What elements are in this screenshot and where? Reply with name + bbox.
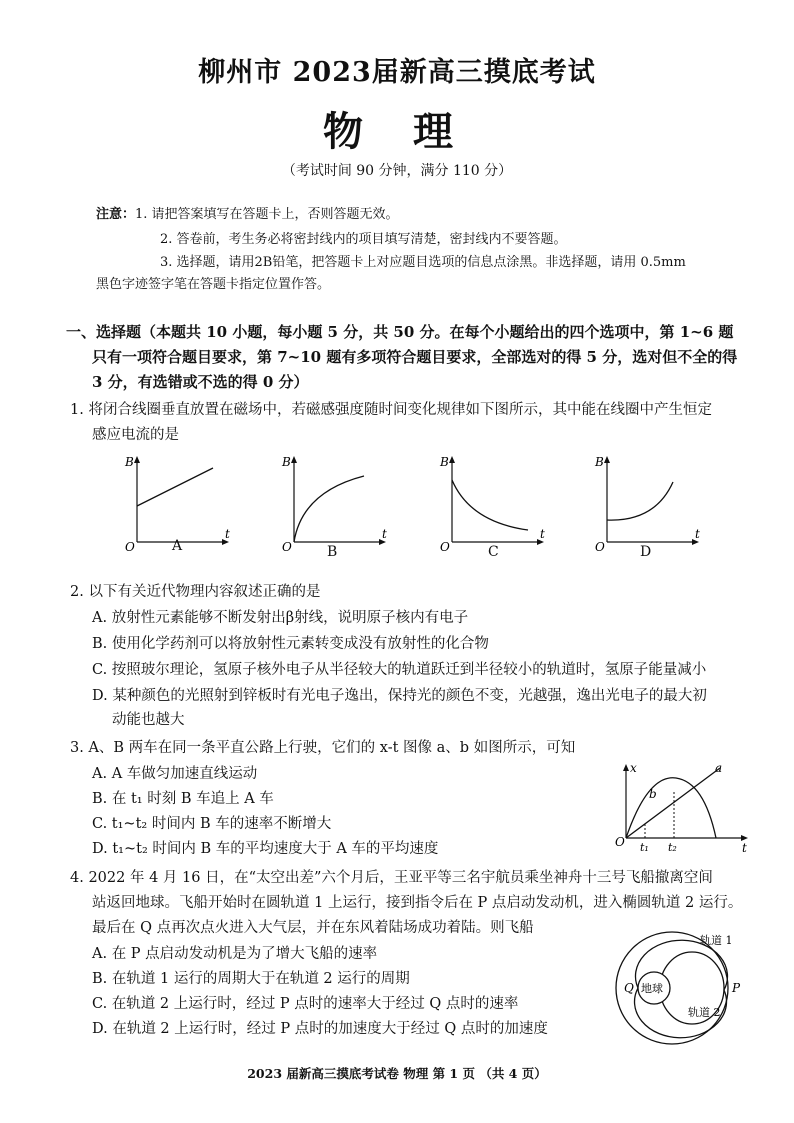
section1-line-2: 只有一项符合题目要求，第 7~10 题有多项符合题目要求，全部选对的得 5 分，选对但不全的得	[92, 348, 738, 366]
q3-option-d: D. t₁~t₂ 时间内 B 车的平均速度大于 A 车的平均速度	[92, 841, 439, 857]
q1-graph-a	[115, 452, 235, 552]
q4-stem-line-1: 4. 2022 年 4 月 16 日，在“太空出差”六个月后，王亚平等三名宇航员乘坐神舟十三号飞船撤离空间	[70, 870, 713, 886]
exam-info: （考试时间 90 分钟，满分 110 分）	[281, 163, 513, 179]
q4-stem-line-3: 最后在 Q 点再次点火进入大气层，并在东风着陆场成功着陆。则飞船	[92, 920, 534, 936]
q3-curve-b-label: b	[649, 787, 657, 801]
q1-c-x-label: t	[540, 527, 545, 541]
q3-stem: 3. A、B 两车在同一条平直公路上行驶，它们的 x-t 图像 a、b 如图所示，可知	[70, 740, 576, 756]
q2-option-d-line-2: 动能也越大	[112, 712, 185, 728]
q1-d-x-label: t	[695, 527, 700, 541]
notice-line-1	[96, 205, 756, 225]
q1-graph-b	[272, 452, 392, 552]
q4-orbit-diagram	[608, 928, 768, 1056]
q1-stem-line-2: 感应电流的是	[92, 427, 179, 443]
q1-stem-line-1: 1. 将闭合线圈垂直放置在磁场中，若磁感强度随时间变化规律如下图所示，其中能在线圈中产生恒定	[70, 402, 712, 418]
q1-b-origin: O	[282, 540, 292, 552]
q1-graph-c-label: C	[488, 544, 499, 560]
q4-orbit1-label: 轨道 1	[700, 934, 733, 947]
notice-line-3: 3. 选择题，请用2B铅笔，把答题卡上对应题目选项的信息点涂黑。非选择题，请用 0.5mm	[160, 255, 686, 270]
q1-graph-a-label: A	[172, 538, 183, 554]
q3-t1-label: t₁	[640, 841, 649, 854]
q1-a-x-label: t	[225, 527, 230, 541]
notice-item-1: 1. 请把答案填写在答题卡上，否则答题无效。	[135, 207, 399, 222]
q4-option-b: B. 在轨道 1 运行的周期大于在轨道 2 运行的周期	[92, 971, 410, 987]
notice-line-2: 2. 答卷前，考生务必将密封线内的项目填写清楚，密封线内不要答题。	[160, 232, 567, 247]
q1-c-origin: O	[440, 540, 450, 552]
q4-option-c: C. 在轨道 2 上运行时，经过 P 点时的速率大于经过 Q 点时的速率	[92, 996, 519, 1012]
q1-graph-d	[585, 452, 705, 552]
q3-option-c: C. t₁~t₂ 时间内 B 车的速率不断增大	[92, 816, 332, 832]
q2-option-d-line-1: D. 某种颜色的光照射到锌板时有光电子逸出，保持光的颜色不变，光越强，逸出光电子的最大初	[92, 688, 707, 704]
q1-b-x-label: t	[382, 527, 387, 541]
q3-origin: O	[615, 835, 625, 849]
q1-graph-d-label: D	[640, 544, 652, 560]
q3-curve-a-label: a	[715, 761, 723, 775]
notice-label: 注意：	[96, 207, 136, 222]
q3-x-label: t	[742, 841, 747, 855]
page-footer: 2023 届新高三摸底考试卷 物理 第 1 页 （共 4 页）	[247, 1066, 547, 1081]
q4-option-a: A. 在 P 点启动发动机是为了增大飞船的速率	[92, 946, 378, 962]
exam-title: 柳州市 2023届新高三摸底考试	[198, 57, 596, 88]
q4-q-label: Q	[624, 981, 634, 995]
q2-option-a: A. 放射性元素能够不断发射出β射线，说明原子核内有电子	[92, 610, 469, 626]
q1-graph-b-label: B	[327, 544, 338, 560]
q2-option-c: C. 按照玻尔理论，氢原子核外电子从半径较大的轨道跃迁到半径较小的轨道时，氢原子能量减小	[92, 662, 707, 678]
q3-option-a: A. A 车做匀加速直线运动	[92, 766, 258, 782]
q4-option-d: D. 在轨道 2 上运行时，经过 P 点时的加速度大于经过 Q 点时的加速度	[92, 1021, 548, 1037]
q4-stem-line-2: 站返回地球。飞船开始时在圆轨道 1 上运行，接到指令后在 P 点启动发动机，进入椭圆轨道 2 运行。	[92, 895, 743, 911]
q1-a-origin: O	[125, 540, 135, 552]
q1-c-y-label: B	[440, 455, 449, 469]
q1-b-y-label: B	[282, 455, 291, 469]
q1-graph-c	[430, 452, 550, 552]
section1-line-1: 一、选择题（本题共 10 小题，每小题 5 分，共 50 分。在每个小题给出的四个选项中，第 1~6 题	[66, 323, 734, 341]
q2-option-b: B. 使用化学药剂可以将放射性元素转变成没有放射性的化合物	[92, 636, 489, 652]
q1-d-y-label: B	[595, 455, 604, 469]
q2-stem: 2. 以下有关近代物理内容叙述正确的是	[70, 584, 321, 600]
q3-t2-label: t₂	[668, 841, 677, 854]
q3-option-b: B. 在 t₁ 时刻 B 车追上 A 车	[92, 791, 274, 807]
section1-line-3: 3 分，有选错或不选的得 0 分）	[92, 373, 309, 391]
subject-title: 物 理	[323, 108, 471, 155]
q4-earth-label: 地球	[641, 982, 663, 995]
q4-p-label: P	[732, 981, 741, 995]
q1-d-origin: O	[595, 540, 605, 552]
q4-orbit2-label: 轨道 2	[688, 1006, 721, 1019]
notice-line-4: 黑色字迹签字笔在答题卡指定位置作答。	[96, 277, 331, 292]
q3-y-label: x	[630, 761, 637, 775]
q1-a-y-label: B	[125, 455, 134, 469]
q3-xt-graph	[612, 760, 752, 860]
